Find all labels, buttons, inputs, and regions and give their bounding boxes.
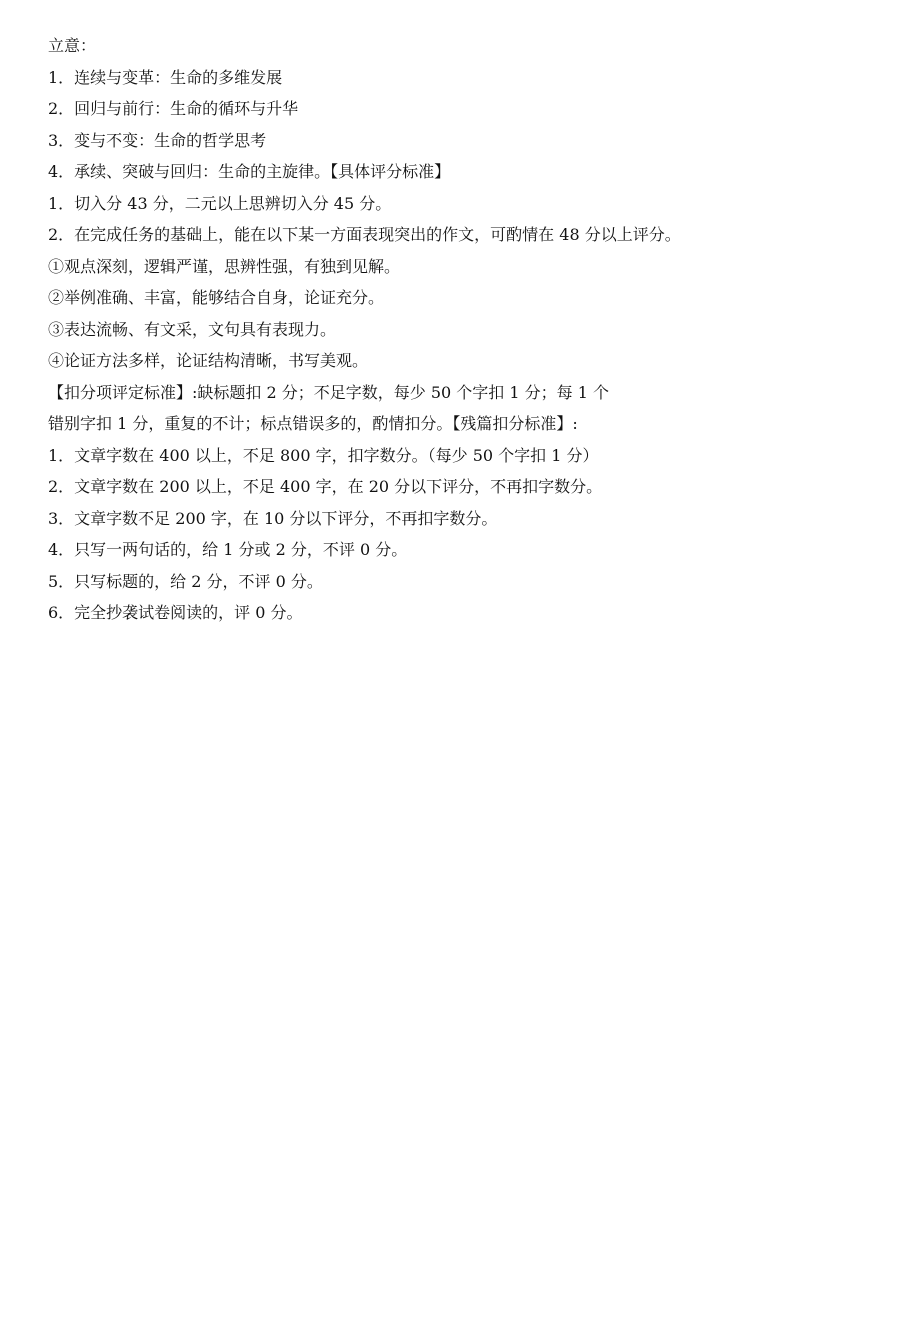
incomplete-item-5: 5．只写标题的，给 2 分，不评 0 分。 [48, 571, 323, 591]
scoring-criterion-4: ④论证方法多样，论证结构清晰，书写美观。 [48, 351, 369, 370]
deduction-standard-line-2: 错别字扣 1 分，重复的不计；标点错误多的，酌情扣分。【残篇扣分标准】: [48, 414, 578, 433]
scoring-item-1: 1．切入分 43 分，二元以上思辨切入分 45 分。 [48, 193, 392, 213]
intent-item-2: 2．回归与前行：生命的循环与升华 [48, 99, 299, 118]
intent-item-4: 4．承续、突破与回归：生命的主旋律。【具体评分标准】 [48, 162, 451, 181]
incomplete-item-1: 1．文章字数在 400 以上，不足 800 字，扣字数分。（每少 50 个字扣 1 分） [48, 445, 599, 465]
intent-heading: 立意： [48, 36, 97, 55]
intent-item-3: 3．变与不变：生命的哲学思考 [48, 130, 267, 150]
scoring-criterion-3: ③表达流畅、有文采，文句具有表现力。 [48, 319, 337, 339]
document-content [48, 34, 868, 633]
scoring-item-2: 2．在完成任务的基础上，能在以下某一方面表现突出的作文，可酌情在 48 分以上评分。 [48, 225, 681, 244]
incomplete-item-3: 3．文章字数不足 200 字，在 10 分以下评分，不再扣字数分。 [48, 508, 498, 528]
deduction-standard-line-1: 【扣分项评定标准】:缺标题扣 2 分；不足字数，每少 50 个字扣 1 分；每 1 个 [48, 382, 609, 402]
incomplete-item-6: 6．完全抄袭试卷阅读的，评 0 分。 [48, 603, 303, 622]
scoring-criterion-2: ②举例准确、丰富，能够结合自身，论证充分。 [48, 288, 385, 307]
scoring-criterion-1: ①观点深刻，逻辑严谨，思辨性强，有独到见解。 [48, 256, 401, 276]
incomplete-item-2: 2．文章字数在 200 以上，不足 400 字，在 20 分以下评分，不再扣字数分。 [48, 477, 603, 496]
incomplete-item-4: 4．只写一两句话的，给 1 分或 2 分，不评 0 分。 [48, 540, 408, 559]
intent-item-1: 1．连续与变革：生命的多维发展 [48, 67, 283, 87]
